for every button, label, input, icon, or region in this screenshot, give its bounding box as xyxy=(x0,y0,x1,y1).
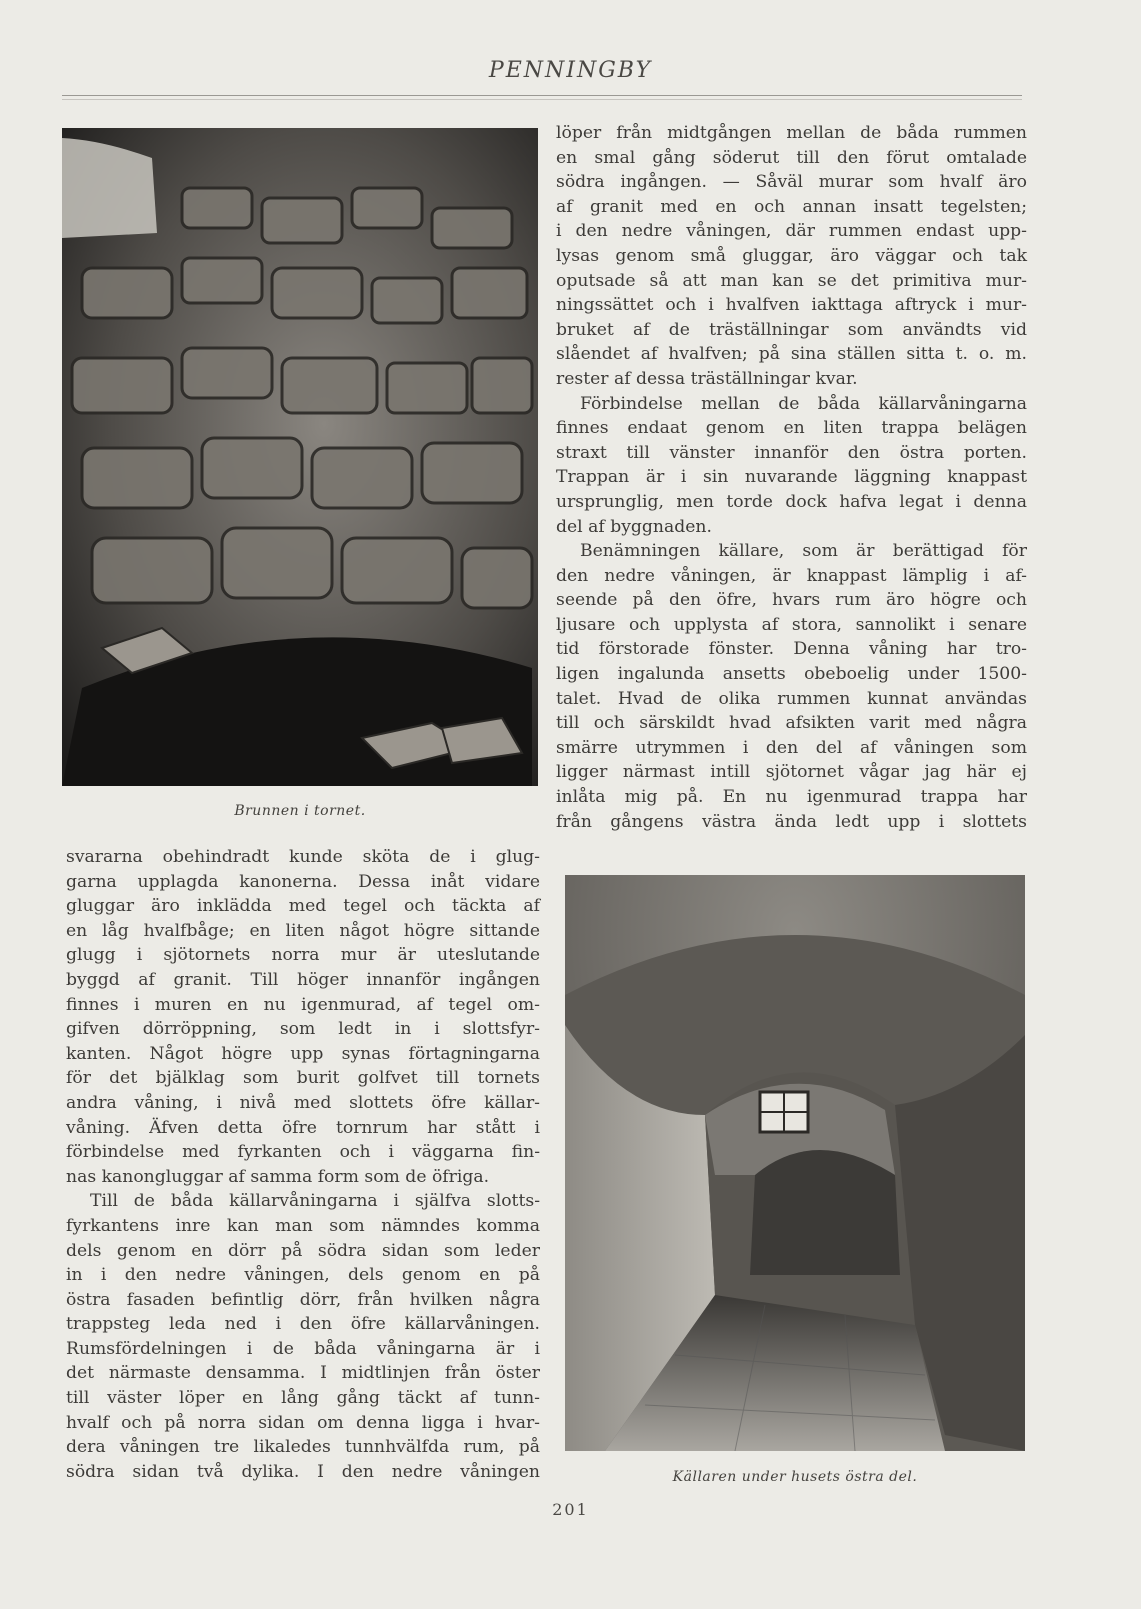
well-photo-illustration xyxy=(62,128,538,786)
text-line: ningssättet och i hvalfven iakttaga aftryck i mur- xyxy=(556,295,1027,316)
text-line: ligen ingalunda ansetts obeboelig under 1500- xyxy=(556,664,1027,685)
text-line: Förbindelse mellan de båda källarvåningarna xyxy=(580,393,1027,414)
cellar-photo-illustration xyxy=(565,875,1025,1451)
text-line: rester af dessa träställningar kvar. xyxy=(556,368,858,389)
text-line: en låg hvalfbåge; en liten något högre sittande xyxy=(66,920,540,941)
text-line: hvalf och på norra sidan om denna ligga i hvar- xyxy=(66,1412,540,1433)
photo-cellar-corridor xyxy=(565,875,1025,1451)
text-line: från gångens västra ända ledt upp i slottets xyxy=(556,811,1027,832)
text-line: en smal gång söderut till den förut omtalade xyxy=(556,147,1027,168)
text-line: talet. Hvad de olika rummen kunnat användas xyxy=(556,688,1027,709)
left-column-bottom-text xyxy=(66,845,540,1484)
text-line: den nedre våningen, är knappast lämplig i af- xyxy=(556,565,1027,586)
text-line: finnes endaat genom en liten trappa belägen xyxy=(556,418,1027,439)
text-line: kanten. Något högre upp synas förtagningarna xyxy=(66,1043,540,1064)
page-number: 201 xyxy=(552,1500,589,1519)
text-line: in i den nedre våningen, dels genom en på xyxy=(66,1265,540,1286)
text-line: straxt till vänster innanför den östra porten. xyxy=(556,442,1027,463)
text-line: löper från midtgången mellan de båda rummen xyxy=(556,123,1027,143)
text-line: i den nedre våningen, där rummen endast upp- xyxy=(556,221,1027,242)
text-line: garna upplagda kanonerna. Dessa inåt vidare xyxy=(66,871,540,892)
text-line: finnes i muren en nu igenmurad, af tegel om- xyxy=(66,994,540,1015)
text-line: Rumsfördelningen i de båda våningarna är i xyxy=(66,1338,540,1359)
running-header: PENNINGBY xyxy=(488,58,653,83)
text-line: för det bjälklag som burit golfvet till tornets xyxy=(66,1068,540,1089)
figure-caption-cellar: Källaren under husets östra del. xyxy=(672,1469,918,1485)
text-line: Till de båda källarvåningarna i själfva slotts- xyxy=(90,1191,540,1212)
text-line: del af byggnaden. xyxy=(556,516,712,537)
text-line: af granit med en och annan insatt tegelsten; xyxy=(556,196,1027,217)
text-line: andra våning, i nivå med slottets öfre källar- xyxy=(66,1092,540,1113)
text-line: slåendet af hvalfven; på sina ställen sitta t. o. m. xyxy=(556,344,1027,365)
text-line: dera våningen tre likaledes tunnhvälfda rum, på xyxy=(66,1437,540,1458)
text-line: ursprunglig, men torde dock hafva legat i denna xyxy=(556,491,1027,512)
text-line: trappsteg leda ned i den öfre källarvåningen. xyxy=(66,1314,540,1335)
text-line: det närmaste densamma. I midtlinjen från öster xyxy=(66,1363,540,1384)
header-rule xyxy=(62,95,1022,100)
text-line: förbindelse med fyrkanten och i väggarna fin- xyxy=(66,1142,540,1163)
text-line: seende på den öfre, hvars rum äro högre och xyxy=(556,590,1027,611)
text-line: nas kanongluggar af samma form som de öfriga. xyxy=(66,1166,490,1187)
text-line: gifven dörröppning, som ledt in i slottsfyr- xyxy=(66,1019,540,1040)
text-line: till väster löper en lång gång täckt af tunn- xyxy=(66,1388,540,1409)
text-line: till och särskildt hvad afsikten varit med några xyxy=(556,713,1027,734)
text-line: våning. Äfven detta öfre tornrum har stått i xyxy=(66,1117,540,1138)
text-line: tid förstorade fönster. Denna våning har tro- xyxy=(556,639,1027,660)
text-line: Benämningen källare, som är berättigad för xyxy=(580,541,1027,562)
figure-caption-well: Brunnen i tornet. xyxy=(234,803,366,819)
text-line: östra fasaden befintlig dörr, från hvilken några xyxy=(66,1289,540,1310)
text-line: oputsade så att man kan se det primitiva mur- xyxy=(556,270,1027,291)
photo-well-in-tower xyxy=(62,128,538,786)
text-line: södra sidan två dylika. I den nedre våningen xyxy=(66,1461,540,1482)
text-line: Trappan är i sin nuvarande läggning knappast xyxy=(556,467,1027,488)
text-line: södra ingången. — Såväl murar som hvalf äro xyxy=(556,172,1027,193)
text-line: gluggar äro inklädda med tegel och täckta af xyxy=(66,896,540,917)
text-line: bruket af de träställningar som användts vid xyxy=(556,319,1027,340)
text-line: lysas genom små gluggar, äro väggar och tak xyxy=(556,245,1027,266)
text-line: ligger närmast intill sjötornet vågar jag här ej xyxy=(556,762,1027,783)
text-line: ljusare och upplysta af stora, sannolikt i senare xyxy=(556,614,1027,635)
text-line: inlåta mig på. En nu igenmurad trappa har xyxy=(556,787,1027,808)
text-line: dels genom en dörr på södra sidan som leder xyxy=(66,1240,540,1261)
text-line: svararna obehindradt kunde sköta de i glug- xyxy=(66,847,540,867)
right-column-top-text xyxy=(556,121,1027,834)
text-line: glugg i sjötornets norra mur är uteslutande xyxy=(66,945,540,966)
text-line: smärre utrymmen i den del af våningen som xyxy=(556,737,1027,758)
text-line: byggd af granit. Till höger innanför ingången xyxy=(66,969,540,990)
text-line: fyrkantens inre kan man som nämndes komma xyxy=(66,1215,540,1236)
